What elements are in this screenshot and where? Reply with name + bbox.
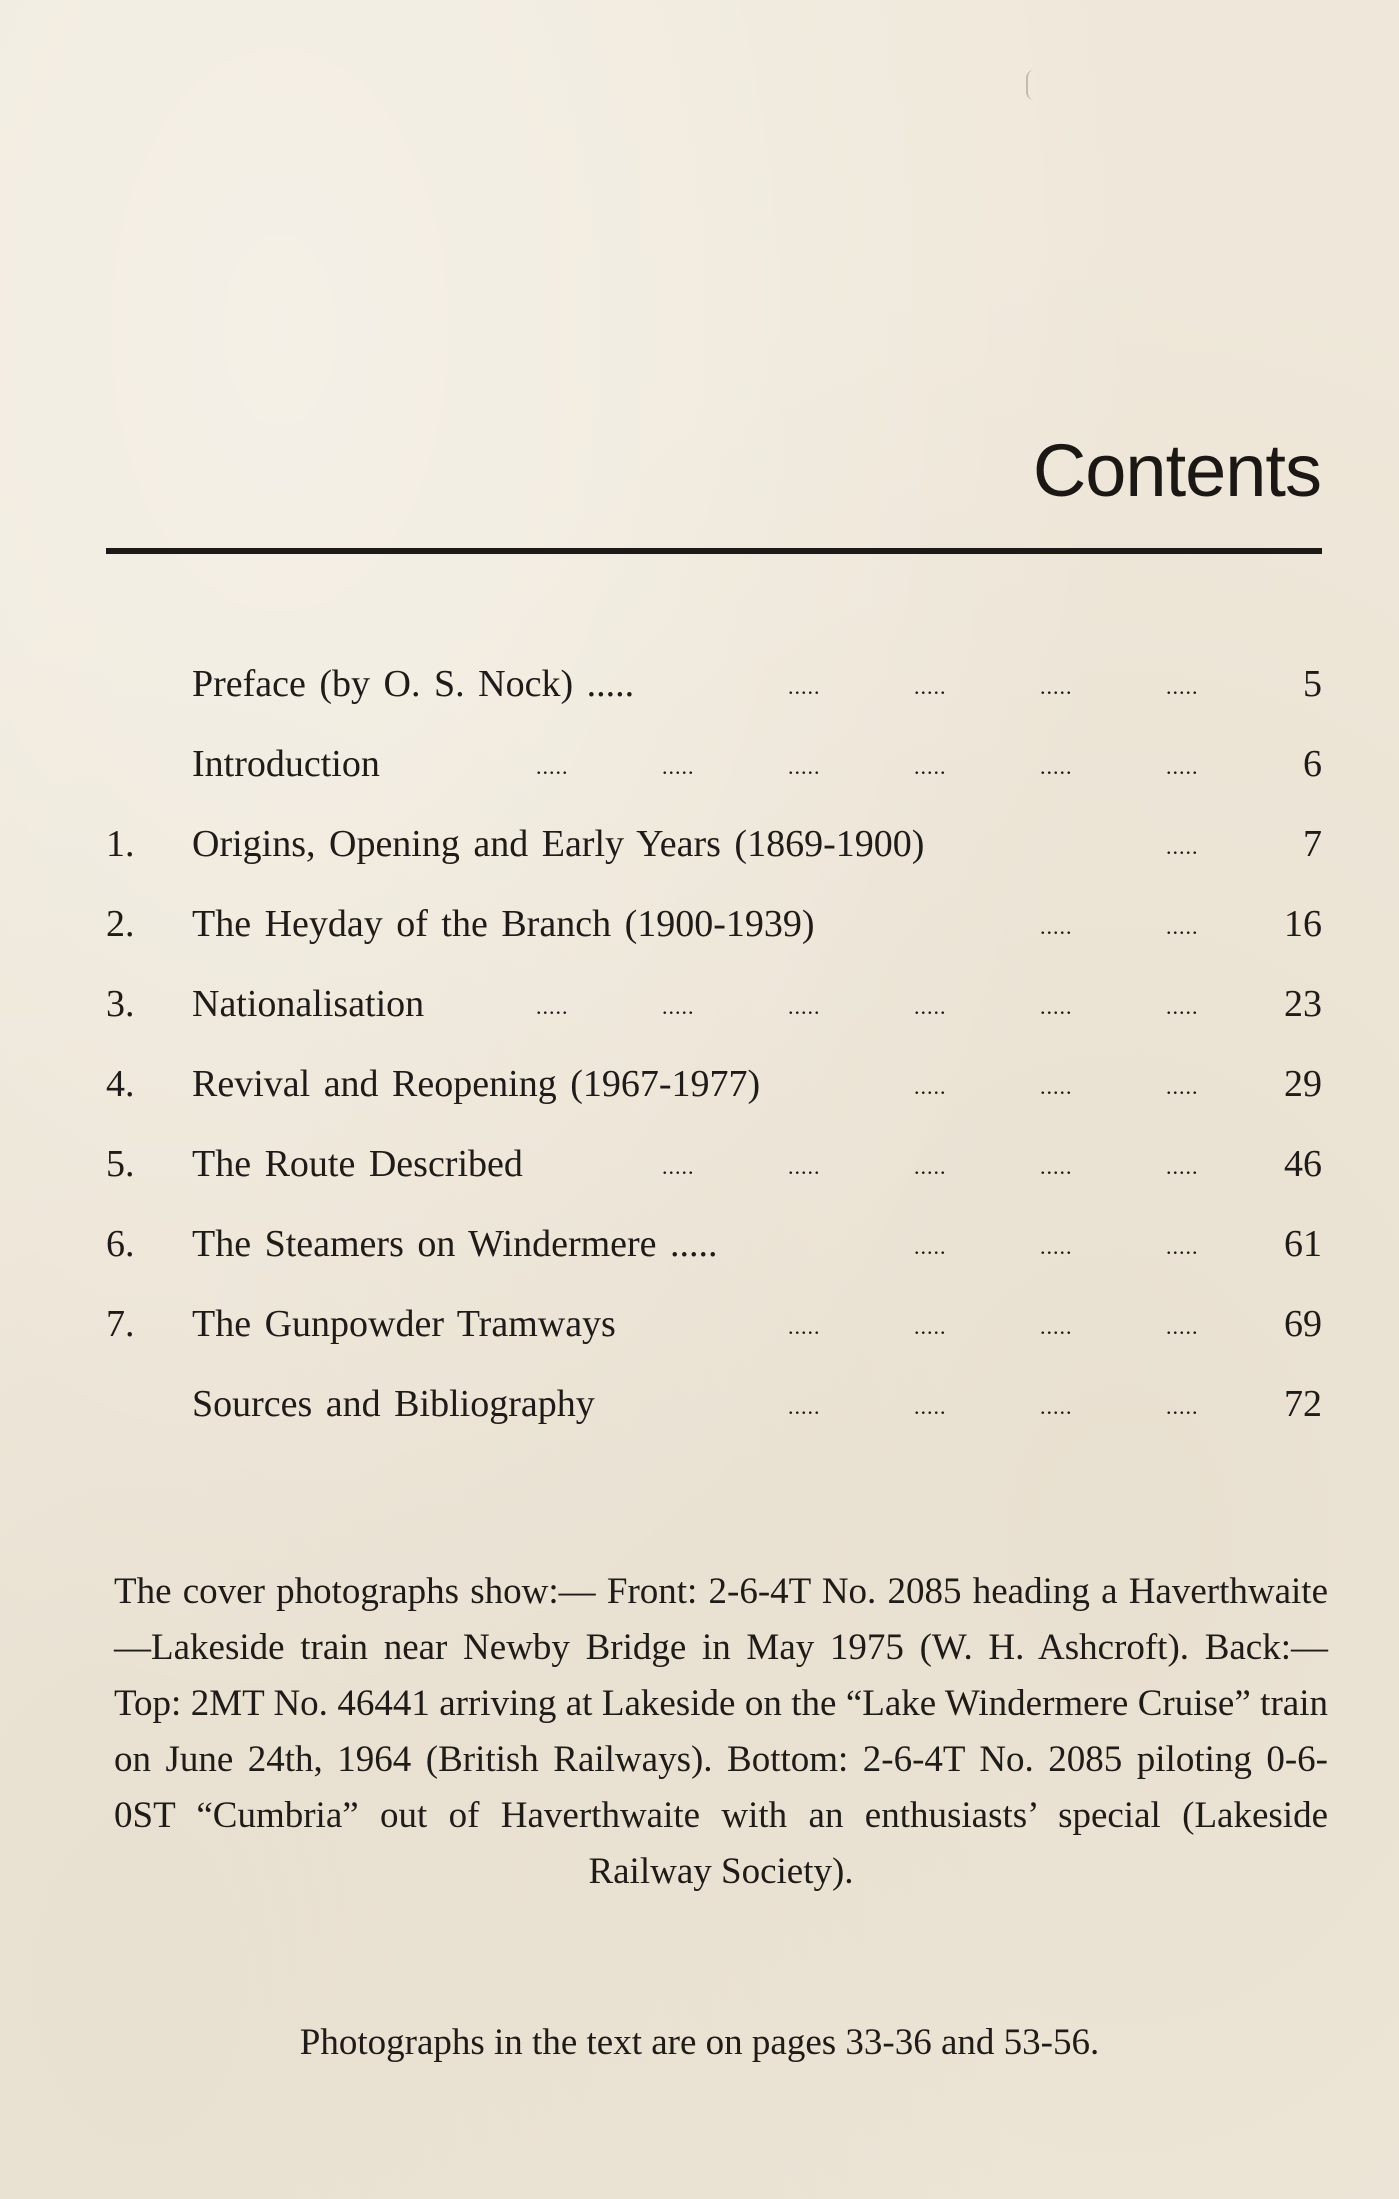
toc-leader-dots: ..... <box>1040 1234 1073 1259</box>
photographs-note: Photographs in the text are on pages 33-36 and 53-56. <box>299 2022 1100 2063</box>
toc-entry <box>106 974 1322 1054</box>
toc-leader-dots: ..... <box>1040 914 1073 939</box>
toc-entry-page: 23 <box>1284 983 1322 1025</box>
toc-entry <box>106 894 1322 974</box>
toc-leader-dots: ..... <box>1040 754 1073 779</box>
toc-leader-dots: ..... <box>1166 994 1199 1019</box>
toc-leader-dots: ..... <box>788 674 821 699</box>
toc-leader-dots: ..... <box>1166 1234 1199 1259</box>
toc-leader-dots: ..... <box>1040 1074 1073 1099</box>
toc-leader-dots: ..... <box>1166 1154 1199 1179</box>
toc-entry-title: Origins, Opening and Early Years (1869-1900) <box>192 823 925 865</box>
toc-entry-number: 3. <box>106 983 135 1025</box>
toc-entry-page: 16 <box>1284 903 1322 945</box>
toc-entry-page: 7 <box>1303 823 1322 865</box>
toc-leader-dots: ..... <box>1166 834 1199 859</box>
toc-leader-dots: ..... <box>914 674 947 699</box>
toc-leader-dots: ..... <box>1166 914 1199 939</box>
toc-leader-dots: ..... <box>1040 994 1073 1019</box>
toc-entry-number: 6. <box>106 1223 135 1265</box>
toc-entry-title: Preface (by O. S. Nock) ..... <box>192 663 635 705</box>
toc-leader-dots: ..... <box>914 1154 947 1179</box>
toc-leader-dots: ..... <box>1166 674 1199 699</box>
toc-entry-number: 5. <box>106 1143 135 1185</box>
toc-leader-dots: ..... <box>914 1234 947 1259</box>
toc-entry-number: 4. <box>106 1063 135 1105</box>
toc-leader-dots: ..... <box>1166 1394 1199 1419</box>
toc-leader-dots: ..... <box>914 1074 947 1099</box>
toc-leader-dots: ..... <box>914 754 947 779</box>
toc-entry-title: Introduction <box>192 743 380 785</box>
toc-leader-dots: ..... <box>788 754 821 779</box>
toc-entry <box>106 1294 1322 1374</box>
toc-leader-dots: ..... <box>1040 1394 1073 1419</box>
toc-entry-title: Nationalisation <box>192 983 425 1025</box>
toc-entry <box>106 1134 1322 1214</box>
toc-entry-page: 29 <box>1284 1063 1322 1105</box>
toc-entry-number: 2. <box>106 903 135 945</box>
toc-leader-dots: ..... <box>914 1314 947 1339</box>
toc-leader-dots: ..... <box>662 1154 695 1179</box>
toc-entry <box>106 654 1322 734</box>
toc-entry-page: 6 <box>1303 743 1322 785</box>
toc-leader-dots: ..... <box>1040 1314 1073 1339</box>
title-rule <box>106 548 1322 554</box>
toc-entry-title: The Steamers on Windermere ..... <box>192 1223 718 1265</box>
page-title: Contents <box>1032 429 1321 512</box>
toc-entry-page: 72 <box>1284 1383 1322 1425</box>
toc-leader-dots: ..... <box>662 754 695 779</box>
toc-entry-number: 1. <box>106 823 135 865</box>
toc-entry <box>106 1054 1322 1134</box>
toc-entry <box>106 814 1322 894</box>
toc-entry <box>106 1374 1322 1454</box>
toc-entry-page: 61 <box>1284 1223 1322 1265</box>
toc-leader-dots: ..... <box>914 994 947 1019</box>
toc-leader-dots: ..... <box>788 1154 821 1179</box>
toc-entry-title: Sources and Bibliography <box>192 1383 595 1425</box>
toc-leader-dots: ..... <box>1166 1074 1199 1099</box>
toc-entry-number: 7. <box>106 1303 135 1345</box>
toc-leader-dots: ..... <box>914 1394 947 1419</box>
toc-entry-page: 46 <box>1284 1143 1322 1185</box>
pencil-mark <box>1026 70 1042 100</box>
toc-entry-page: 5 <box>1303 663 1322 705</box>
toc-leader-dots: ..... <box>536 754 569 779</box>
toc-entry-page: 69 <box>1284 1303 1322 1345</box>
toc-leader-dots: ..... <box>788 1314 821 1339</box>
toc-leader-dots: ..... <box>536 994 569 1019</box>
toc-leader-dots: ..... <box>662 994 695 1019</box>
cover-caption: The cover photographs show:— Front: 2-6-4T No. 2085 heading a Haverthwaite—Lakeside train near Newby Bridge in May 1975 (W. H. Ashcroft). Back:— Top: 2MT No. 46441 arriving at Lakeside on the “Lake Windermere Cruise” train on June 24th, 1964 (British Railways). Bottom: 2-6-4T No. 2085 piloting 0-6-0ST “Cumbria” out of Haverthwaite with an enthusiasts’ special (Lakeside Railway Society). <box>114 1571 1328 1892</box>
toc-leader-dots: ..... <box>1166 1314 1199 1339</box>
toc-entry <box>106 734 1322 814</box>
toc-entry <box>106 1214 1322 1294</box>
toc-leader-dots: ..... <box>1040 674 1073 699</box>
toc-entry-title: The Gunpowder Tramways <box>192 1303 616 1345</box>
toc-entry-title: Revival and Reopening (1967-1977) <box>192 1063 761 1105</box>
toc-leader-dots: ..... <box>788 1394 821 1419</box>
toc-leader-dots: ..... <box>788 994 821 1019</box>
toc-leader-dots: ..... <box>1166 754 1199 779</box>
toc-leader-dots: ..... <box>1040 1154 1073 1179</box>
table-of-contents <box>106 654 1322 1454</box>
toc-entry-title: The Route Described <box>192 1143 523 1185</box>
toc-entry-title: The Heyday of the Branch (1900-1939) <box>192 903 815 945</box>
